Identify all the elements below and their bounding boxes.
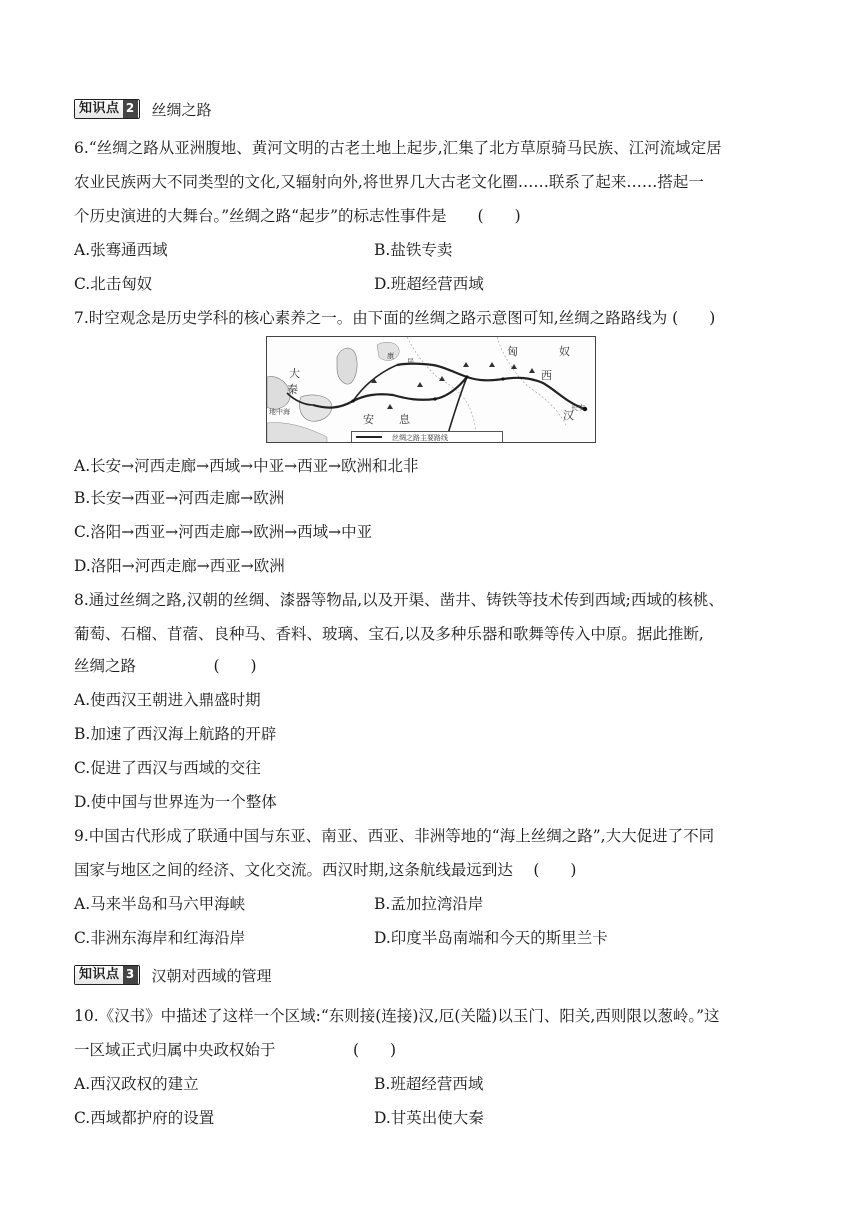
map-label-ju: 居 <box>407 358 414 366</box>
question-9-option-d[interactable]: D.印度半岛南端和今天的斯里兰卡 <box>374 929 608 947</box>
question-7-line-1: 7.时空观念是历史学科的核心素养之一。由下面的丝绸之路示意图可知,丝绸之路路线为 ( ) <box>74 309 716 327</box>
question-9-line-2: 国家与地区之间的经济、文化交流。西汉时期,这条航线最远到达 ( ) <box>74 861 577 879</box>
question-6-option-d[interactable]: D.班超经营西域 <box>374 275 484 293</box>
section-title: 丝绸之路 <box>151 100 212 119</box>
knowledge-point-badge <box>74 99 140 119</box>
map-label-xiongnu-1: 匈 <box>507 345 518 358</box>
question-7-option-d[interactable]: D.洛阳→河西走廊→西亚→欧洲 <box>74 557 285 575</box>
map-label-kang: 康 <box>387 352 394 360</box>
map-label-xi2: 息 <box>399 413 410 426</box>
question-6-option-a[interactable]: A.张骞通西域 <box>74 241 168 259</box>
question-10-option-a[interactable]: A.西汉政权的建立 <box>74 1075 199 1093</box>
silk-road-map <box>266 336 596 443</box>
question-6-line-1: 6.“丝绸之路从亚洲腹地、黄河文明的古老土地上起步,汇集了北方草原骑马民族、江河流域定居 <box>74 139 722 157</box>
question-10-line-1: 10.《汉书》中描述了这样一个区域:“东则接(连接)汉,厄(关隘)以玉门、阳关,西则限以葱岭。”这 <box>74 1007 720 1025</box>
map-legend <box>351 431 503 443</box>
knowledge-point-badge <box>74 965 140 985</box>
question-8-option-d[interactable]: D.使中国与世界连为一个整体 <box>74 793 277 811</box>
question-6-option-b[interactable]: B.盐铁专卖 <box>374 241 453 259</box>
question-7-option-b[interactable]: B.长安→西亚→河西走廊→欧洲 <box>74 489 285 507</box>
badge-label: 知识点 <box>75 100 123 118</box>
badge-label: 知识点 <box>75 966 123 984</box>
question-6-line-3: 个历史演进的大舞台。”丝绸之路“起步”的标志性事件是 ( ) <box>74 207 521 225</box>
map-label-changan: 长安 <box>571 404 585 412</box>
map-label-qin: 秦 <box>287 383 298 396</box>
question-10-line-2: 一区域正式归属中央政权始于 ( ) <box>74 1041 397 1059</box>
map-graphic <box>267 337 596 443</box>
question-9-option-c[interactable]: C.非洲东海岸和红海沿岸 <box>74 929 246 947</box>
section-header-knowledge-3 <box>74 964 272 986</box>
question-8-option-c[interactable]: C.促进了西汉与西域的交往 <box>74 759 261 777</box>
question-8-line-1: 8.通过丝绸之路,汉朝的丝绸、漆器等物品,以及开渠、凿井、铸铁等技术传到西域;西域的核桃、 <box>74 591 724 609</box>
question-8-option-b[interactable]: B.加速了西汉海上航路的开辟 <box>74 725 277 743</box>
question-8-option-a[interactable]: A.使西汉王朝进入鼎盛时期 <box>74 691 261 709</box>
section-title: 汉朝对西域的管理 <box>151 966 272 985</box>
question-7-option-a[interactable]: A.长安→河西走廊→西域→中亚→西亚→欧洲和北非 <box>74 457 419 475</box>
question-6-line-2: 农业民族两大不同类型的文化,又辐射向外,将世界几大古老文化圈……联系了起来……搭起一 <box>74 173 704 191</box>
question-9-option-a[interactable]: A.马来半岛和马六甲海峡 <box>74 895 246 913</box>
question-10-option-d[interactable]: D.甘英出使大秦 <box>374 1109 484 1127</box>
question-8-line-3: 丝绸之路 ( ) <box>74 657 257 675</box>
map-label-an: 安 <box>363 413 374 426</box>
question-10-option-b[interactable]: B.班超经营西域 <box>374 1075 484 1093</box>
map-label-han: 汉 <box>563 409 574 422</box>
map-label-xi: 西 <box>541 369 552 382</box>
question-9-option-b[interactable]: B.孟加拉湾沿岸 <box>374 895 484 913</box>
question-7-option-c[interactable]: C.洛阳→西亚→河西走廊→欧洲→西域→中亚 <box>74 523 373 541</box>
section-header-knowledge-2 <box>74 98 212 120</box>
question-6-option-c[interactable]: C.北击匈奴 <box>74 275 153 293</box>
map-label-da: 大 <box>289 367 300 380</box>
map-label-xiongnu-2: 奴 <box>559 345 570 358</box>
map-label-mediterranean: 地中海 <box>269 408 290 416</box>
legend-line-icon <box>356 432 386 442</box>
question-10-option-c[interactable]: C.西域都护府的设置 <box>74 1109 215 1127</box>
question-9-line-1: 9.中国古代形成了联通中国与东亚、南亚、西亚、非洲等地的“海上丝绸之路”,大大促进了不同 <box>74 827 715 845</box>
map-legend-label: 丝绸之路主要路线 <box>392 434 448 442</box>
badge-number: 2 <box>123 100 138 118</box>
badge-number: 3 <box>123 966 138 984</box>
question-8-line-2: 葡萄、石榴、苜蓿、良种马、香料、玻璃、宝石,以及多种乐器和歌舞等传入中原。据此推断, <box>74 625 704 643</box>
